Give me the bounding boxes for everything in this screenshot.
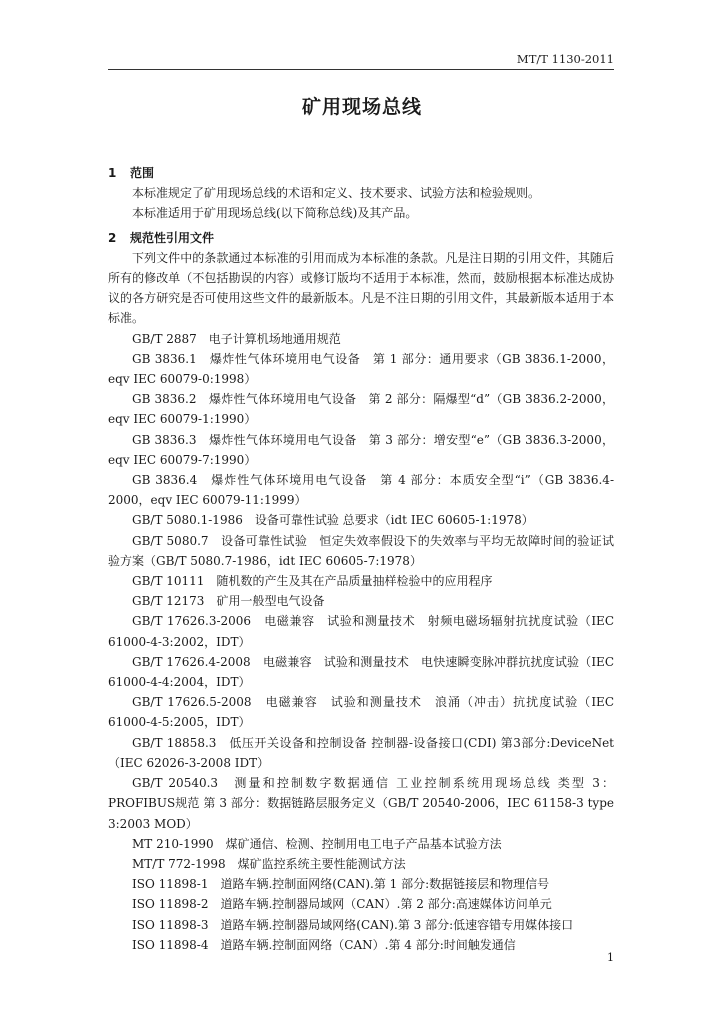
- section-title: 规范性引用文件: [130, 230, 215, 245]
- reference-item: GB 3836.1 爆炸性气体环境用电气设备 第 1 部分：通用要求（GB 3836.1-2000，eqv IEC 60079-0:1998）: [108, 351, 614, 387]
- reference-item: GB 3836.4 爆炸性气体环境用电气设备 第 4 部分：本质安全型“i”（GB 3836.4-2000，eqv IEC 60079-11:1999）: [108, 473, 614, 508]
- reference-item: ISO 11898-2 道路车辆.控制器局域网（CAN）.第 2 部分:高速媒体访问单元: [132, 897, 552, 912]
- reference-item: GB/T 5080.1-1986 设备可靠性试验 总要求（idt IEC 60605-1:1978）: [132, 513, 534, 528]
- reference-item: GB/T 17626.3-2006 电磁兼容 试验和测量技术 射频电磁场辐射抗扰度试验（IEC 61000-4-3:2002，IDT）: [108, 614, 614, 649]
- section-2-heading: [108, 228, 614, 248]
- reference-item: GB/T 20540.3 测量和控制数字数据通信 工业控制系统用现场总线 类型 3：PROFIBUS规范 第 3 部分：数据链路层服务定义（GB/T 20540-2006，IEC 61158-3 type 3:2003 MOD）: [108, 776, 614, 831]
- scope-paragraph: 本标准适用于矿用现场总线(以下简称总线)及其产品。: [132, 206, 418, 221]
- reference-item: GB/T 2887 电子计算机场地通用规范: [132, 331, 341, 346]
- reference-item: MT/T 772-1998 煤矿监控系统主要性能测试方法: [132, 856, 406, 871]
- reference-item: MT 210-1990 煤矿通信、检测、控制用电工电子产品基本试验方法: [132, 836, 502, 851]
- reference-item: GB/T 17626.5-2008 电磁兼容 试验和测量技术 浪涌（冲击）抗扰度试验（IEC 61000-4-5:2005，IDT）: [108, 695, 614, 730]
- reference-item: GB 3836.2 爆炸性气体环境用电气设备 第 2 部分：隔爆型“d”（GB 3836.2-2000，eqv IEC 60079-1:1990）: [108, 392, 614, 427]
- document-body: [108, 163, 614, 955]
- section-number: 1: [108, 166, 117, 180]
- document-title: 矿用现场总线: [301, 96, 422, 118]
- header-rule: [108, 69, 614, 70]
- reference-item: ISO 11898-1 道路车辆.控制面网络(CAN).第 1 部分:数据链接层和物理信号: [132, 877, 550, 892]
- reference-item: GB/T 10111 随机数的产生及其在产品质量抽样检验中的应用程序: [132, 574, 493, 589]
- page-number: 1: [607, 951, 614, 964]
- reference-item: ISO 11898-4 道路车辆.控制面网络（CAN）.第 4 部分:时间触发通信: [132, 937, 516, 952]
- reference-item: GB 3836.3 爆炸性气体环境用电气设备 第 3 部分：增安型“e”（GB 3836.3-2000，eqv IEC 60079-7:1990）: [108, 432, 614, 467]
- reference-item: GB/T 17626.4-2008 电磁兼容 试验和测量技术 电快速瞬变脉冲群抗扰度试验（IEC 61000-4-4:2004，IDT）: [108, 654, 614, 690]
- reference-item: ISO 11898-3 道路车辆.控制器局域网络(CAN).第 3 部分:低速容错专用媒体接口: [132, 917, 574, 932]
- section-title: 范围: [130, 166, 155, 180]
- reference-item: GB/T 12173 矿用一般型电气设备: [132, 594, 325, 609]
- section-1-heading: [108, 163, 614, 183]
- standard-number: MT/T 1130-2011: [516, 52, 614, 66]
- references-intro: 下列文件中的条款通过本标准的引用而成为本标准的条款。凡是注日期的引用文件，其随后所有的修改单（不包括勘误的内容）或修订版均不适用于本标准，然而，鼓励根据本标准达成协议的各方研究是否可使用这些文件的最新版本。凡是不注日期的引用文件，其最新版本适用于本标准。: [108, 250, 614, 326]
- reference-list: [108, 329, 614, 955]
- section-number: 2: [108, 230, 117, 245]
- reference-item: GB/T 5080.7 设备可靠性试验 恒定失效率假设下的失效率与平均无故障时间的验证试验方案（GB/T 5080.7-1986，idt IEC 60605-7:1978）: [108, 533, 614, 568]
- reference-item: GB/T 18858.3 低压开关设备和控制设备 控制器-设备接口(CDI) 第3部分:DeviceNet（IEC 62026-3-2008 IDT）: [108, 735, 614, 770]
- scope-paragraph: 本标准规定了矿用现场总线的术语和定义、技术要求、试验方法和检验规则。: [132, 186, 541, 201]
